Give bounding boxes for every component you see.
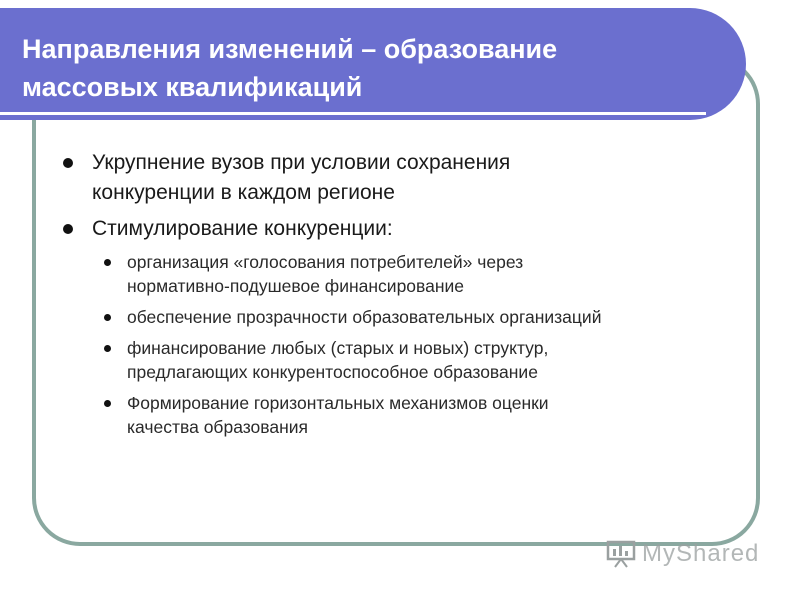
bullet-dot-icon [63, 224, 73, 234]
watermark [606, 540, 759, 568]
sub-bullet-text-line: обеспечение прозрачности образовательных организаций [127, 307, 602, 327]
bullet-item [60, 214, 740, 244]
bullet-text-line: конкуренции в каждом регионе [92, 181, 395, 204]
sub-bullet-text-line: организация «голосования потребителей» через [127, 252, 524, 272]
title-line: Направления изменений – образование [22, 34, 558, 64]
sub-bullet-text-line: Формирование горизонтальных механизмов оценки [127, 393, 549, 413]
sub-bullet-dot-icon [104, 314, 111, 321]
sub-bullet-item [102, 305, 740, 329]
sub-bullet-text-line: предлагающих конкурентоспособное образование [127, 362, 538, 382]
slide-title [22, 30, 712, 106]
sub-bullet-item [102, 391, 740, 439]
bullet-dot-icon [63, 158, 73, 168]
title-bar [0, 8, 746, 120]
sub-bullet-item [102, 336, 740, 384]
sub-bullet-list [102, 250, 740, 439]
sub-bullet-dot-icon [104, 345, 111, 352]
sub-bullet-text-line: нормативно-подушевое финансирование [127, 276, 465, 296]
title-line: массовых квалификаций [22, 72, 363, 102]
bullet-item [60, 148, 740, 208]
sub-bullet-item [102, 250, 740, 298]
sub-bullet-dot-icon [104, 259, 111, 266]
sub-bullet-text-line: качества образования [127, 417, 309, 437]
title-underline [0, 112, 706, 115]
bullet-text-line: Укрупнение вузов при условии сохранения [92, 151, 511, 174]
watermark-text: MyShared [642, 540, 760, 567]
sub-bullet-text-line: финансирование любых (старых и новых) структур, [127, 338, 549, 358]
bullet-text-line: Стимулирование конкуренции: [92, 217, 393, 240]
bullet-list [60, 148, 740, 446]
presentation-board-icon [606, 540, 636, 568]
sub-bullet-dot-icon [104, 400, 111, 407]
